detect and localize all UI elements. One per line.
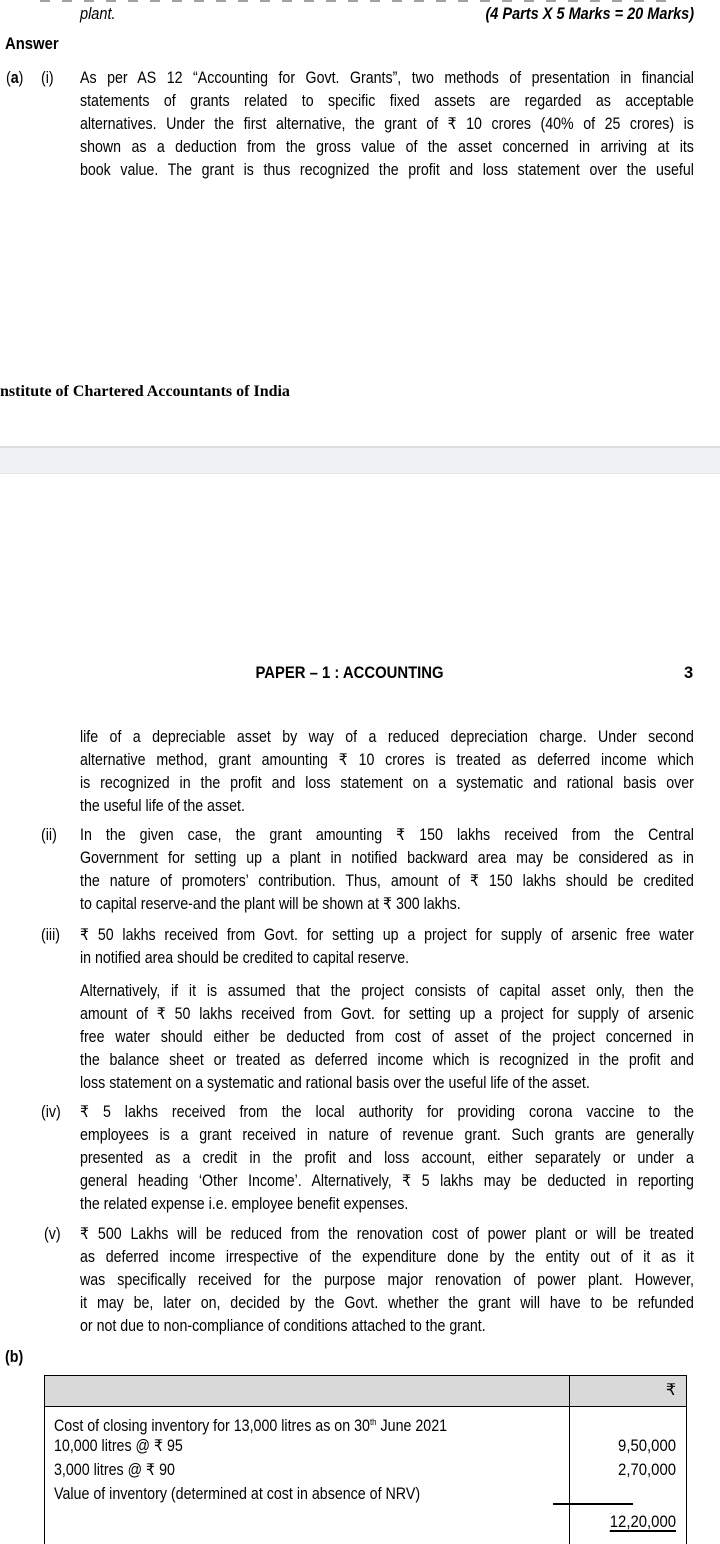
inventory-row-amount: 9,50,000 <box>618 1437 676 1455</box>
page-separator <box>0 446 720 474</box>
question-tail: plant. <box>80 5 116 23</box>
item-i-label: (i) <box>41 69 54 87</box>
page-footer-institute: nstitute of Chartered Accountants of India <box>0 383 290 400</box>
inventory-row-heading <box>54 1411 447 1438</box>
text-line: the related expense i.e. employee benefit expenses. <box>80 1195 409 1213</box>
text-line: free water should either be deducted from cost of asset of the project concerned in <box>80 1028 694 1046</box>
text-line: was specifically received for the purpose major renovation of power plant. However, <box>80 1271 694 1289</box>
text-line: As per AS 12 “Accounting for Govt. Grants”, two methods of presentation in financial <box>80 69 694 87</box>
row-heading-text: Cost of closing inventory for 13,000 litres as on 30 <box>54 1417 370 1435</box>
inventory-table-header <box>45 1376 686 1407</box>
text-line: presented as a credit in the profit and loss account, either separately or under a <box>80 1149 694 1167</box>
text-line: as deferred income irrespective of the expenditure done by the entity out of it as it <box>80 1248 694 1266</box>
text-line: life of a depreciable asset by way of a reduced depreciation charge. Under second <box>80 728 694 746</box>
item-ii-label: (ii) <box>41 826 57 844</box>
text-line: ₹ 5 lakhs received from the local authority for providing corona vaccine to the <box>80 1103 694 1121</box>
text-line: employees is a grant received in nature of revenue grant. Such grants are generally <box>80 1126 694 1144</box>
total-rule <box>553 1503 633 1505</box>
item-i-paragraph <box>80 67 694 182</box>
part-a-letter: a <box>10 69 19 87</box>
text-line: In the given case, the grant amounting ₹ 150 lakhs received from the Central <box>80 826 694 844</box>
text-line: the useful life of the asset. <box>80 797 245 815</box>
item-iv-label: (iv) <box>41 1103 61 1121</box>
inventory-row-description: Value of inventory (determined at cost in absence of NRV) <box>54 1485 421 1503</box>
column-divider <box>569 1376 570 1544</box>
header-title-text: PAPER – 1 : ACCOUNTING <box>255 664 445 682</box>
inventory-total: 12,20,000 <box>609 1513 676 1531</box>
item-v-label: (v) <box>44 1225 61 1243</box>
text-line: the balance sheet or treated as deferred income which is recognized in the profit and <box>80 1051 694 1069</box>
item-v-paragraph <box>80 1223 694 1338</box>
pdf-page-3 <box>0 474 720 1544</box>
text-line: loss statement on a systematic and rational basis over the useful life of the asset. <box>80 1074 590 1092</box>
part-a-open-paren: ( <box>6 69 11 87</box>
text-line: statements of grants related to specific fixed assets are regarded as acceptable <box>80 92 694 110</box>
text-line: amount of ₹ 50 lakhs received from Govt. for setting up a project for supply of arsenic <box>80 1005 694 1023</box>
text-line: book value. The grant is thus recognized the profit and loss statement over the useful <box>80 161 694 179</box>
text-line: it may be, later on, decided by the Govt. whether the grant will have to be refunded <box>80 1294 694 1312</box>
inventory-row-amount: 2,70,000 <box>618 1461 676 1479</box>
text-line: in notified area should be credited to capital reserve. <box>80 949 410 967</box>
part-a-label <box>6 67 23 90</box>
text-line: alternatives. Under the first alternative, the grant of ₹ 10 crores (40% of 25 crores) is <box>80 115 694 133</box>
clipped-text-edge <box>40 0 670 2</box>
text-line: or not due to non-compliance of conditions attached to the grant. <box>80 1317 486 1335</box>
inventory-row-description: 10,000 litres @ ₹ 95 <box>54 1437 183 1455</box>
text-line: shown as a deduction from the gross value of the asset concerned in arriving at its <box>80 138 694 156</box>
text-line: ₹ 50 lakhs received from Govt. for setting up a project for supply of arsenic free water <box>80 926 694 944</box>
text-line: the nature of promoters’ contribution. Thus, amount of ₹ 150 lakhs should be credited <box>80 872 694 890</box>
ordinal-suffix: th <box>369 1417 377 1427</box>
item-i-continued-paragraph <box>80 726 694 818</box>
row-heading-date: June 2021 <box>376 1417 448 1435</box>
item-ii-paragraph <box>80 824 694 916</box>
page-number: 3 <box>684 664 694 682</box>
text-line: Alternatively, if it is assumed that the project consists of capital asset only, then the <box>80 982 694 1000</box>
item-iii-alternative-paragraph <box>80 980 694 1095</box>
rupee-column-header: ₹ <box>665 1382 676 1399</box>
item-iii-paragraph <box>80 924 694 970</box>
text-line: alternative method, grant amounting ₹ 10 crores is treated as deferred income which <box>80 751 694 769</box>
page-header-title <box>0 662 700 684</box>
item-iv-paragraph <box>80 1101 694 1216</box>
inventory-row-description: 3,000 litres @ ₹ 90 <box>54 1461 175 1479</box>
marks-allocation: (4 Parts X 5 Marks = 20 Marks) <box>485 5 694 23</box>
inventory-table <box>44 1375 687 1544</box>
part-a-close-paren: ) <box>18 69 24 87</box>
answer-heading: Answer <box>5 35 59 53</box>
text-line: ₹ 500 Lakhs will be reduced from the renovation cost of power plant or will be treated <box>80 1225 694 1243</box>
text-line: general heading ‘Other Income’. Alternatively, ₹ 5 lakhs may be deducted in reporting <box>80 1172 694 1190</box>
text-line: Government for setting up a plant in notified backward area may be considered as in <box>80 849 694 867</box>
item-iii-label: (iii) <box>41 926 60 944</box>
text-line: is recognized in the profit and loss statement on a systematic and rational basis over <box>80 774 694 792</box>
text-line: to capital reserve-and the plant will be shown at ₹ 300 lakhs. <box>80 895 461 913</box>
part-b-label: (b) <box>5 1348 24 1366</box>
pdf-page-previous <box>0 0 720 446</box>
